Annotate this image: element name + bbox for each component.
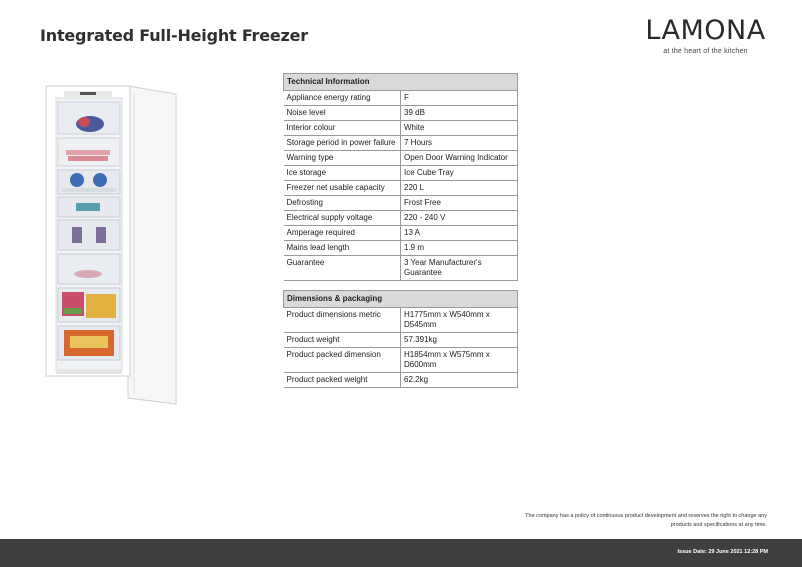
spec-label: Ice storage <box>284 166 401 181</box>
spec-value: 220 L <box>401 181 518 196</box>
spec-label: Amperage required <box>284 226 401 241</box>
disclaimer-text: The company has a policy of continuous product development and reserves the right to change any products and specifications at any time. <box>525 513 767 528</box>
table-row <box>284 196 518 211</box>
spec-label: Product packed weight <box>284 373 401 388</box>
spec-value: 220 - 240 V <box>401 211 518 226</box>
table-row <box>284 308 518 333</box>
spec-value: H1775mm x W540mm x D545mm <box>401 308 518 333</box>
dimensions-packaging-heading: Dimensions & packaging <box>284 291 518 308</box>
spec-label: Storage period in power failure <box>284 136 401 151</box>
table-row <box>284 241 518 256</box>
spec-label: Electrical supply voltage <box>284 211 401 226</box>
table-row <box>284 91 518 106</box>
spec-label: Guarantee <box>284 256 401 281</box>
table-row <box>284 226 518 241</box>
spec-label: Appliance energy rating <box>284 91 401 106</box>
technical-information-table <box>283 73 518 281</box>
spec-value: 3 Year Manufacturer's Guarantee <box>401 256 518 281</box>
table-row <box>284 136 518 151</box>
table-row <box>284 121 518 136</box>
spec-label: Product weight <box>284 333 401 348</box>
table-row <box>284 151 518 166</box>
spec-label: Freezer net usable capacity <box>284 181 401 196</box>
spec-label: Product dimensions metric <box>284 308 401 333</box>
table-row <box>284 211 518 226</box>
table-row <box>284 181 518 196</box>
technical-information-heading: Technical Information <box>284 74 518 91</box>
spec-label: Defrosting <box>284 196 401 211</box>
table-row <box>284 373 518 388</box>
spec-value: 62.2kg <box>401 373 518 388</box>
spec-value: F <box>401 91 518 106</box>
spec-label: Mains lead length <box>284 241 401 256</box>
spec-value: 57.391kg <box>401 333 518 348</box>
spec-label: Noise level <box>284 106 401 121</box>
brand-tagline: at the heart of the kitchen <box>663 48 748 55</box>
spec-value: Open Door Warning Indicator <box>401 151 518 166</box>
spec-value: 1.9 m <box>401 241 518 256</box>
dimensions-packaging-table <box>283 290 518 388</box>
issue-date: Issue Date: 29 June 2021 12:28 PM <box>677 549 768 555</box>
spec-value: 7 Hours <box>401 136 518 151</box>
spec-value: 13 A <box>401 226 518 241</box>
brand-logo <box>643 16 768 55</box>
spec-value: White <box>401 121 518 136</box>
spec-value: H1854mm x W575mm x D600mm <box>401 348 518 373</box>
page-title: Integrated Full-Height Freezer <box>40 26 308 45</box>
footer-bar <box>0 539 802 567</box>
spec-value: Frost Free <box>401 196 518 211</box>
table-row <box>284 166 518 181</box>
table-row <box>284 333 518 348</box>
freezer-product-image <box>44 82 184 407</box>
table-row <box>284 348 518 373</box>
brand-name: LAMONA <box>645 15 766 46</box>
table-row <box>284 106 518 121</box>
table-row <box>284 256 518 281</box>
spec-label: Product packed dimension <box>284 348 401 373</box>
spec-value: 39 dB <box>401 106 518 121</box>
spec-value: Ice Cube Tray <box>401 166 518 181</box>
spec-label: Interior colour <box>284 121 401 136</box>
spec-label: Warning type <box>284 151 401 166</box>
